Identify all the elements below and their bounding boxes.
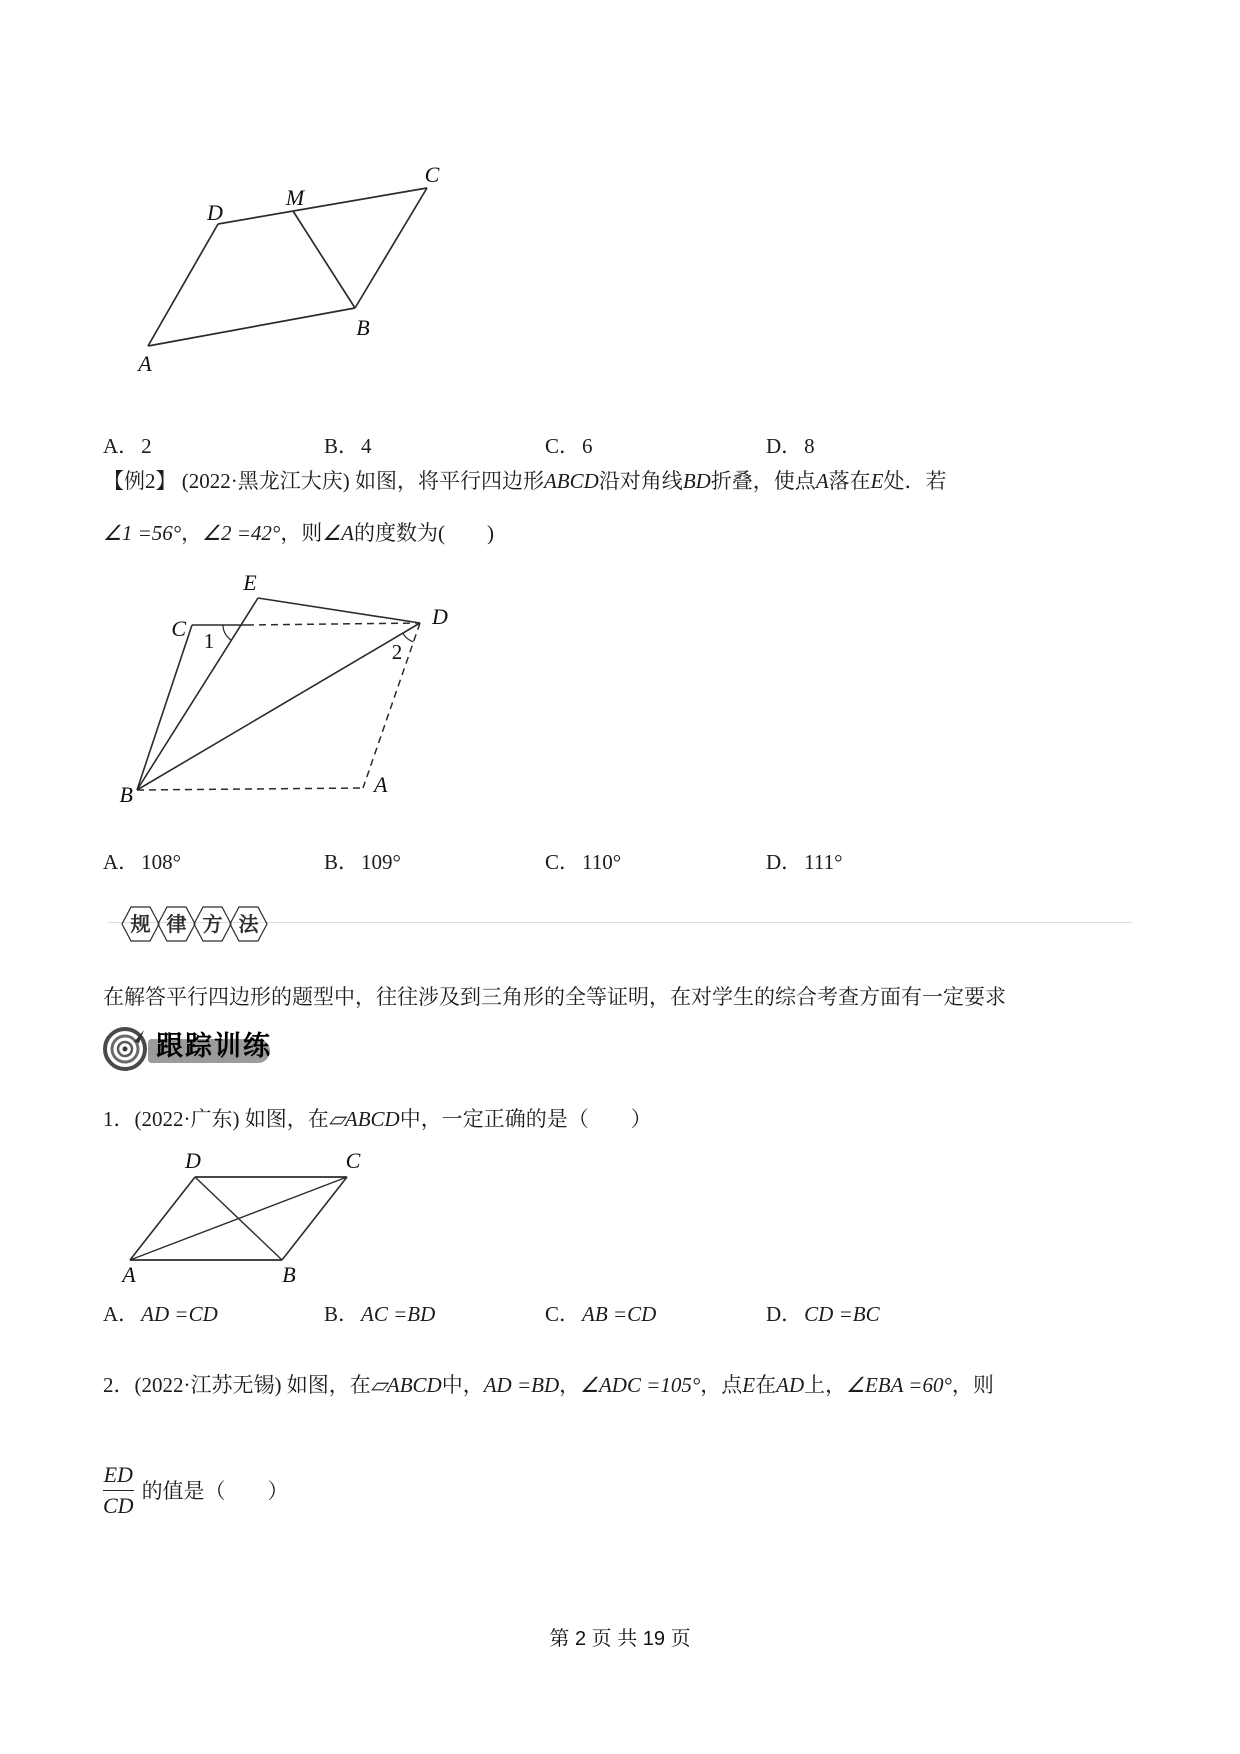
question2-fraction-line [103,1452,289,1528]
vertex-label-c: C [345,1148,361,1173]
page-number: 第 2 页 共 19 页 [549,1628,691,1650]
question2-stem: 2．(2022·江苏无锡) 如图，在▱ABCD中，AD =BD，∠ADC =105°，点E在AD上，∠EBA =60°，则 [103,1373,994,1397]
vertex-label-b: B [282,1262,296,1287]
option-a: A．AD =CD [103,1302,218,1326]
option-a: A．108° [103,850,182,874]
option-d: D．8 [766,434,815,458]
method-badge-char-3: 方 [202,914,223,936]
options-row-example2 [103,848,1133,876]
method-badge-char-2: 律 [166,914,187,936]
option-c: C．AB =CD [545,1302,657,1326]
option-d: D．CD =BC [766,1302,880,1326]
method-badge-char-1: 规 [130,914,151,936]
option-b: B．4 [324,434,372,458]
example2-stem-line2: ∠1 =56°，∠2 =42°，则∠A的度数为( ) [103,521,494,545]
option-b: B．AC =BD [324,1302,436,1326]
method-note-text: 在解答平行四边形的题型中，往往涉及到三角形的全等证明，在对学生的综合考查方面有一定要求 [103,985,1006,1009]
option-c: C．110° [545,850,622,874]
vertex-label-c: C [424,162,440,187]
vertex-label-d: D [185,1148,201,1173]
training-badge [100,1022,400,1074]
vertex-label-a: A [138,351,152,376]
vertex-label-d: D [207,200,223,225]
vertex-label-m: M [285,185,305,210]
option-a: A．2 [103,434,152,458]
option-c: C．6 [545,434,593,458]
example2-stem-line1: 【例2】 (2022·黑龙江大庆) 如图，将平行四边形ABCD沿对角线BD折叠，使点A落在E处．若 [103,469,947,493]
vertex-label-d: D [432,604,448,629]
fraction-denominator: CD [103,1490,134,1521]
training-badge-label: 跟踪训练 [156,1031,272,1061]
figure-folded-parallelogram [100,568,470,813]
method-badge [120,902,270,946]
vertex-label-c: C [171,616,186,641]
fraction-numerator: ED [103,1461,133,1487]
options-row-prev [103,432,1133,460]
option-d: D．111° [766,850,843,874]
angle-label-2: 2 [391,640,403,664]
target-icon [100,1022,152,1074]
angle-label-1: 1 [203,629,215,653]
question2-suffix: 的值是（ ） [141,1479,289,1503]
figure-parallelogram-diagonals [105,1140,375,1290]
fraction-ed-cd [103,1460,134,1521]
vertex-label-a: A [374,772,388,797]
vertex-label-a: A [122,1262,136,1287]
question1-stem: 1．(2022·广东) 如图，在▱ABCD中，一定正确的是（ ） [103,1107,652,1131]
options-row-q1 [103,1300,1133,1328]
vertex-label-e: E [243,570,257,595]
method-badge-char-4: 法 [238,914,259,936]
option-b: B．109° [324,850,401,874]
vertex-label-b: B [119,782,133,807]
figure-parallelogram-abcd-m [105,125,465,385]
vertex-label-b: B [356,315,370,340]
